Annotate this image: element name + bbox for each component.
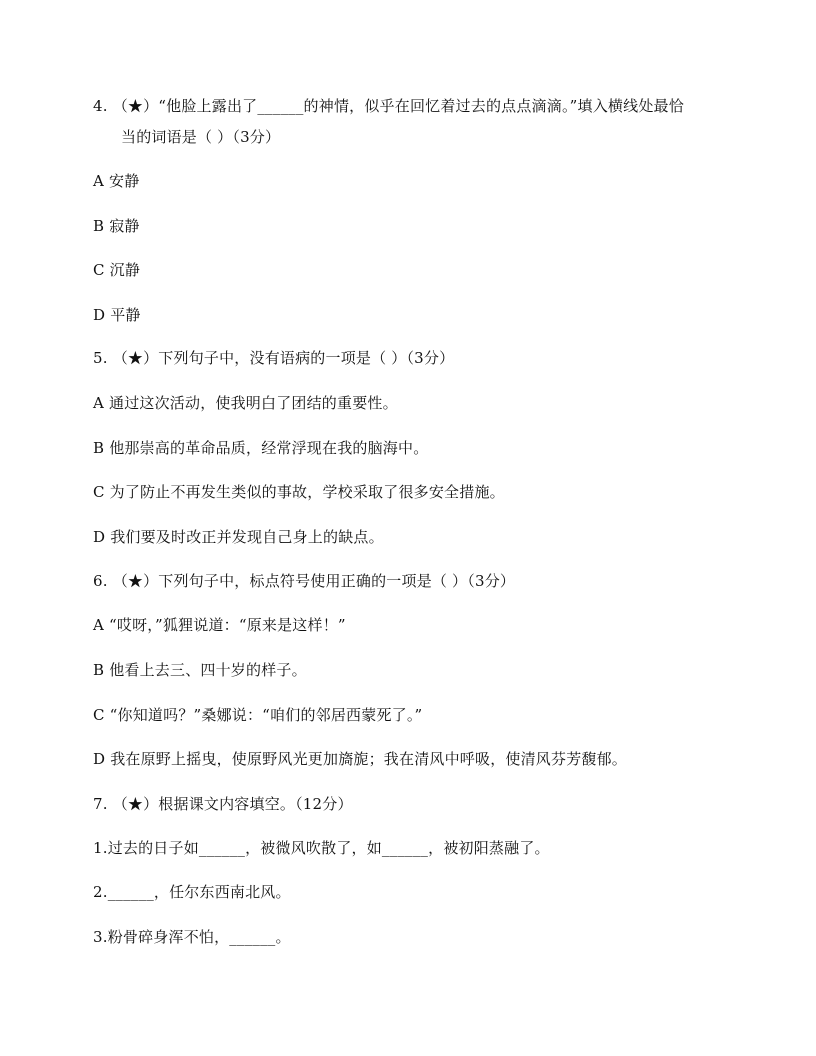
question-5-option-c: C 为了防止不再发生类似的事故，学校采取了很多安全措施。 [93, 483, 505, 501]
question-4-stem-line1 [93, 96, 684, 116]
question-7-item-3: 3.粉骨碎身浑不怕，______。 [93, 928, 291, 946]
question-6-option-b: B 他看上去三、四十岁的样子。 [93, 661, 307, 679]
question-4-option-b: B 寂静 [93, 217, 140, 235]
question-4-option-d: D 平静 [93, 306, 141, 324]
question-4-number: 4. [93, 97, 108, 115]
question-6-option-a: A “哎呀，”狐狸说道：“原来是这样！” [93, 616, 346, 634]
question-6-stem [93, 571, 515, 591]
question-5-option-a: A 通过这次活动，使我明白了团结的重要性。 [93, 394, 398, 412]
question-5-option-b: B 他那崇高的革命品质，经常浮现在我的脑海中。 [93, 439, 429, 457]
question-6-number: 6. [93, 572, 108, 590]
question-7-item-1: 1.过去的日子如______，被微风吹散了，如______，被初阳蒸融了。 [93, 839, 550, 857]
question-4-stem-line2: 当的词语是（ ）（3分） [121, 128, 281, 146]
question-5-text: （★）下列句子中，没有语病的一项是（ ）（3分） [112, 349, 455, 367]
question-6-option-d: D 我在原野上摇曳，使原野风光更加旖旎；我在清风中呼吸，使清风芬芳馥郁。 [93, 750, 627, 768]
question-4-text: （★）“他脸上露出了______的神情，似乎在回忆着过去的点点滴滴。”填入横线处最恰 [112, 97, 684, 115]
question-6-option-c: C “你知道吗？”桑娜说：“咱们的邻居西蒙死了。” [93, 706, 423, 724]
question-5-option-d: D 我们要及时改正并发现自己身上的缺点。 [93, 528, 384, 546]
question-7-number: 7. [93, 795, 108, 813]
question-5-stem [93, 348, 454, 368]
question-4-option-c: C 沉静 [93, 261, 141, 279]
question-5-number: 5. [93, 349, 108, 367]
question-7-item-2: 2.______，任尔东西南北风。 [93, 883, 291, 901]
question-6-text: （★）下列句子中，标点符号使用正确的一项是（ ）（3分） [112, 572, 516, 590]
question-4-option-a: A 安静 [93, 172, 140, 190]
question-7-text: （★）根据课文内容填空。（12分） [112, 795, 353, 813]
question-7-stem [93, 794, 353, 814]
